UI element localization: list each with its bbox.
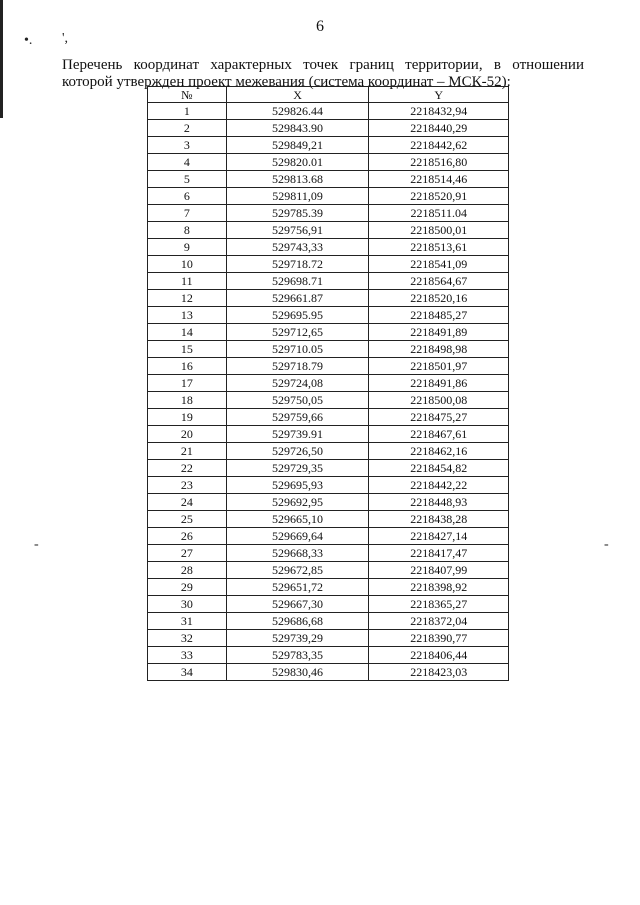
y-coordinate-cell: 2218475,27 (369, 409, 509, 426)
page-number: 6 (316, 18, 324, 35)
table-row (148, 596, 509, 613)
y-coordinate-cell: 2218407,99 (369, 562, 509, 579)
y-coordinate-cell: 2218442,22 (369, 477, 509, 494)
x-coordinate-cell: 529726,50 (226, 443, 369, 460)
x-coordinate-cell: 529820.01 (226, 154, 369, 171)
table-row (148, 375, 509, 392)
x-coordinate-cell: 529665,10 (226, 511, 369, 528)
table-row (148, 460, 509, 477)
x-coordinate-cell: 529718.72 (226, 256, 369, 273)
y-coordinate-cell: 2218423,03 (369, 664, 509, 681)
y-coordinate-cell: 2218365,27 (369, 596, 509, 613)
table-row (148, 273, 509, 290)
table-row (148, 392, 509, 409)
x-coordinate-cell: 529843.90 (226, 120, 369, 137)
point-number-cell: 26 (148, 528, 227, 545)
x-coordinate-cell: 529756,91 (226, 222, 369, 239)
point-number-cell: 10 (148, 256, 227, 273)
table-row (148, 426, 509, 443)
table-row (148, 528, 509, 545)
table-row (148, 307, 509, 324)
point-number-cell: 3 (148, 137, 227, 154)
x-coordinate-cell: 529739.91 (226, 426, 369, 443)
y-coordinate-cell: 2218520,91 (369, 188, 509, 205)
x-coordinate-cell: 529695.95 (226, 307, 369, 324)
column-header-number: № (148, 87, 227, 103)
x-coordinate-cell: 529651,72 (226, 579, 369, 596)
table-row (148, 341, 509, 358)
point-number-cell: 22 (148, 460, 227, 477)
table-row (148, 358, 509, 375)
point-number-cell: 19 (148, 409, 227, 426)
y-coordinate-cell: 2218398,92 (369, 579, 509, 596)
table-row (148, 409, 509, 426)
table-row (148, 562, 509, 579)
table-row (148, 494, 509, 511)
point-number-cell: 23 (148, 477, 227, 494)
y-coordinate-cell: 2218448,93 (369, 494, 509, 511)
x-coordinate-cell: 529710.05 (226, 341, 369, 358)
point-number-cell: 9 (148, 239, 227, 256)
coordinates-table (147, 86, 509, 681)
point-number-cell: 1 (148, 103, 227, 120)
scan-mark: - (604, 537, 609, 552)
point-number-cell: 25 (148, 511, 227, 528)
table-row (148, 613, 509, 630)
table-row (148, 630, 509, 647)
y-coordinate-cell: 2218500,01 (369, 222, 509, 239)
point-number-cell: 29 (148, 579, 227, 596)
y-coordinate-cell: 2218541,09 (369, 256, 509, 273)
table-row (148, 137, 509, 154)
point-number-cell: 27 (148, 545, 227, 562)
point-number-cell: 2 (148, 120, 227, 137)
x-coordinate-cell: 529811,09 (226, 188, 369, 205)
table-row (148, 664, 509, 681)
x-coordinate-cell: 529661.87 (226, 290, 369, 307)
point-number-cell: 11 (148, 273, 227, 290)
y-coordinate-cell: 2218406,44 (369, 647, 509, 664)
y-coordinate-cell: 2218491,86 (369, 375, 509, 392)
x-coordinate-cell: 529783,35 (226, 647, 369, 664)
point-number-cell: 16 (148, 358, 227, 375)
x-coordinate-cell: 529739,29 (226, 630, 369, 647)
point-number-cell: 13 (148, 307, 227, 324)
table-body (148, 103, 509, 681)
x-coordinate-cell: 529724,08 (226, 375, 369, 392)
x-coordinate-cell: 529729,35 (226, 460, 369, 477)
point-number-cell: 33 (148, 647, 227, 664)
y-coordinate-cell: 2218390,77 (369, 630, 509, 647)
point-number-cell: 18 (148, 392, 227, 409)
x-coordinate-cell: 529668,33 (226, 545, 369, 562)
point-number-cell: 32 (148, 630, 227, 647)
y-coordinate-cell: 2218462,16 (369, 443, 509, 460)
scan-mark: •. (24, 33, 33, 48)
intro-paragraph: Перечень координат характерных точек границ территории, в отношении которой утвержден проект межевания (система координат – МСК-52): (62, 57, 584, 90)
table-row (148, 579, 509, 596)
y-coordinate-cell: 2218498,98 (369, 341, 509, 358)
x-coordinate-cell: 529692,95 (226, 494, 369, 511)
table-row (148, 290, 509, 307)
point-number-cell: 34 (148, 664, 227, 681)
table-row (148, 222, 509, 239)
x-coordinate-cell: 529667,30 (226, 596, 369, 613)
x-coordinate-cell: 529672,85 (226, 562, 369, 579)
table-row (148, 103, 509, 120)
point-number-cell: 7 (148, 205, 227, 222)
point-number-cell: 31 (148, 613, 227, 630)
y-coordinate-cell: 2218520,16 (369, 290, 509, 307)
y-coordinate-cell: 2218500,08 (369, 392, 509, 409)
table-row (148, 171, 509, 188)
scan-mark: - (34, 537, 39, 552)
x-coordinate-cell: 529712,65 (226, 324, 369, 341)
point-number-cell: 24 (148, 494, 227, 511)
y-coordinate-cell: 2218427,14 (369, 528, 509, 545)
x-coordinate-cell: 529695,93 (226, 477, 369, 494)
y-coordinate-cell: 2218491,89 (369, 324, 509, 341)
point-number-cell: 14 (148, 324, 227, 341)
point-number-cell: 4 (148, 154, 227, 171)
y-coordinate-cell: 2218440,29 (369, 120, 509, 137)
x-coordinate-cell: 529759,66 (226, 409, 369, 426)
table-row (148, 120, 509, 137)
y-coordinate-cell: 2218514,46 (369, 171, 509, 188)
point-number-cell: 5 (148, 171, 227, 188)
table-row (148, 647, 509, 664)
y-coordinate-cell: 2218501,97 (369, 358, 509, 375)
x-coordinate-cell: 529826.44 (226, 103, 369, 120)
column-header-y: Y (369, 87, 509, 103)
point-number-cell: 12 (148, 290, 227, 307)
point-number-cell: 6 (148, 188, 227, 205)
y-coordinate-cell: 2218372,04 (369, 613, 509, 630)
table-row (148, 324, 509, 341)
y-coordinate-cell: 2218564,67 (369, 273, 509, 290)
y-coordinate-cell: 2218516,80 (369, 154, 509, 171)
table-row (148, 256, 509, 273)
x-coordinate-cell: 529698.71 (226, 273, 369, 290)
x-coordinate-cell: 529686,68 (226, 613, 369, 630)
y-coordinate-cell: 2218432,94 (369, 103, 509, 120)
y-coordinate-cell: 2218454,82 (369, 460, 509, 477)
table-row (148, 477, 509, 494)
column-header-x: X (226, 87, 369, 103)
table-header-row (148, 87, 509, 103)
y-coordinate-cell: 2218417,47 (369, 545, 509, 562)
x-coordinate-cell: 529718.79 (226, 358, 369, 375)
x-coordinate-cell: 529743,33 (226, 239, 369, 256)
table-row (148, 188, 509, 205)
x-coordinate-cell: 529669,64 (226, 528, 369, 545)
table-row (148, 154, 509, 171)
point-number-cell: 28 (148, 562, 227, 579)
point-number-cell: 21 (148, 443, 227, 460)
x-coordinate-cell: 529813.68 (226, 171, 369, 188)
point-number-cell: 30 (148, 596, 227, 613)
y-coordinate-cell: 2218513,61 (369, 239, 509, 256)
y-coordinate-cell: 2218485,27 (369, 307, 509, 324)
table-row (148, 511, 509, 528)
x-coordinate-cell: 529785.39 (226, 205, 369, 222)
y-coordinate-cell: 2218438,28 (369, 511, 509, 528)
x-coordinate-cell: 529750,05 (226, 392, 369, 409)
x-coordinate-cell: 529830,46 (226, 664, 369, 681)
y-coordinate-cell: 2218442,62 (369, 137, 509, 154)
table-row (148, 205, 509, 222)
point-number-cell: 15 (148, 341, 227, 358)
point-number-cell: 17 (148, 375, 227, 392)
table-row (148, 443, 509, 460)
table-row (148, 545, 509, 562)
y-coordinate-cell: 2218467,61 (369, 426, 509, 443)
scan-mark: ', (62, 31, 69, 46)
table-row (148, 239, 509, 256)
point-number-cell: 20 (148, 426, 227, 443)
point-number-cell: 8 (148, 222, 227, 239)
x-coordinate-cell: 529849,21 (226, 137, 369, 154)
y-coordinate-cell: 2218511.04 (369, 205, 509, 222)
